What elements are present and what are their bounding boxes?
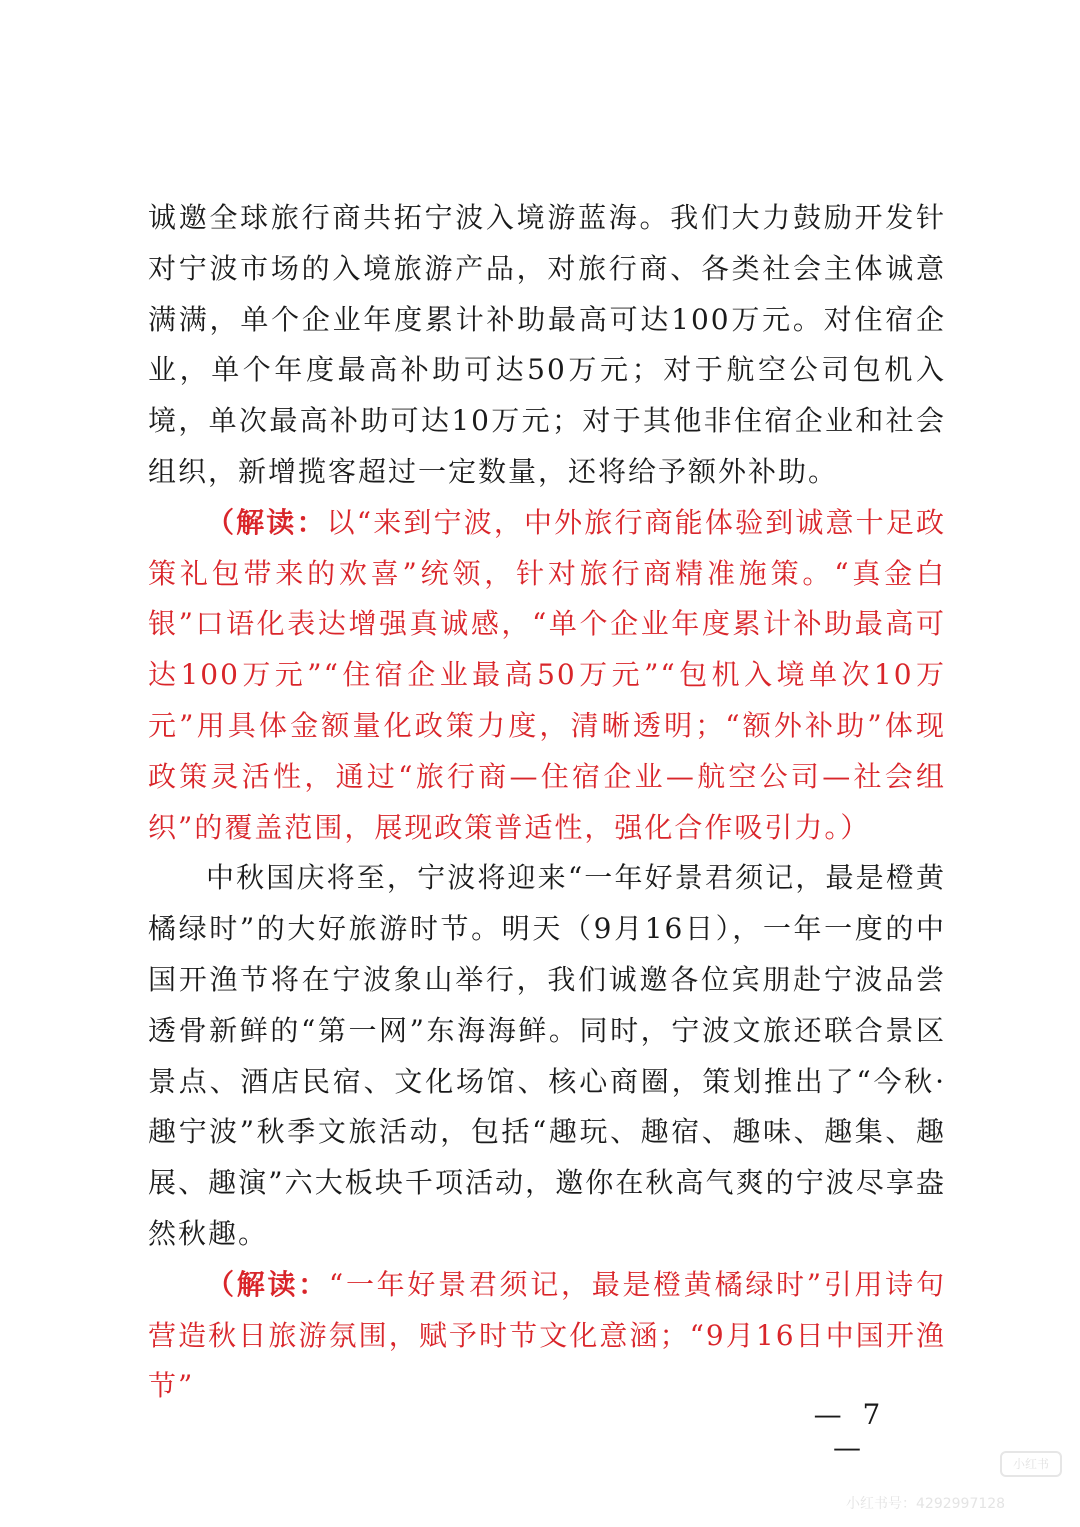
paragraph-autumn-events <box>148 853 946 1259</box>
paragraph-text: 中秋国庆将至，宁波将迎来“一年好景君须记，最是橙黄橘绿时”的大好旅游时节。明天（9月16日），一年一度的中国开渔节将在宁波象山举行，我们诚邀各位宾朋赴宁波品尝透骨新鲜的“第一网”东海海鲜。同时，宁波文旅还联合景区景点、酒店民宿、文化场馆、核心商圈，策划推出了“今秋·趣宁波”秋季文旅活动，包括“趣玩、趣宿、趣味、趣集、趣展、趣演”六大板块千项活动，邀你在秋高气爽的宁波尽享盎然秋趣。 <box>148 861 946 1250</box>
paragraph-text: 诚邀全球旅行商共拓宁波入境游蓝海。我们大力鼓励开发针对宁波市场的入境旅游产品，对旅行商、各类社会主体诚意满满，单个企业年度累计补助最高可达100万元。对住宿企业，单个年度最高补助可达50万元；对于航空公司包机入境，单次最高补助可达10万元；对于其他非住宿企业和社会组织，新增揽客超过一定数量，还将给予额外补助。 <box>148 201 946 488</box>
annotation-text: 以“来到宁波，中外旅行商能体验到诚意十足政策礼包带来的欢喜”统领，针对旅行商精准施策。“真金白银”口语化表达增强真诚感，“单个企业年度累计补助最高可达100万元”“住宿企业最高50万元”“包机入境单次10万元”用具体金额量化政策力度，清晰透明；“额外补助”体现政策灵活性，通过“旅行商—住宿企业—航空公司—社会组织”的覆盖范围，展现政策普适性，强化合作吸引力。） <box>148 505 946 844</box>
paragraph-subsidy-policy <box>148 193 946 498</box>
annotation-lead: （解读： <box>206 505 327 539</box>
annotation-lead: （解读： <box>206 1267 329 1301</box>
document-body <box>148 193 946 1412</box>
annotation-subsidy-interpretation <box>148 498 946 854</box>
watermark-logo: 小红书 <box>1000 1451 1062 1477</box>
page-number: — 7 — <box>813 1398 887 1464</box>
annotation-text: “一年好景君须记，最是橙黄橘绿时”引用诗句营造秋日旅游氛围，赋予时节文化意涵；“9月16日中国开渔节” <box>148 1267 946 1403</box>
annotation-autumn-interpretation <box>148 1260 946 1412</box>
watermark-id: 小红书号：4292997128 <box>846 1496 1006 1512</box>
